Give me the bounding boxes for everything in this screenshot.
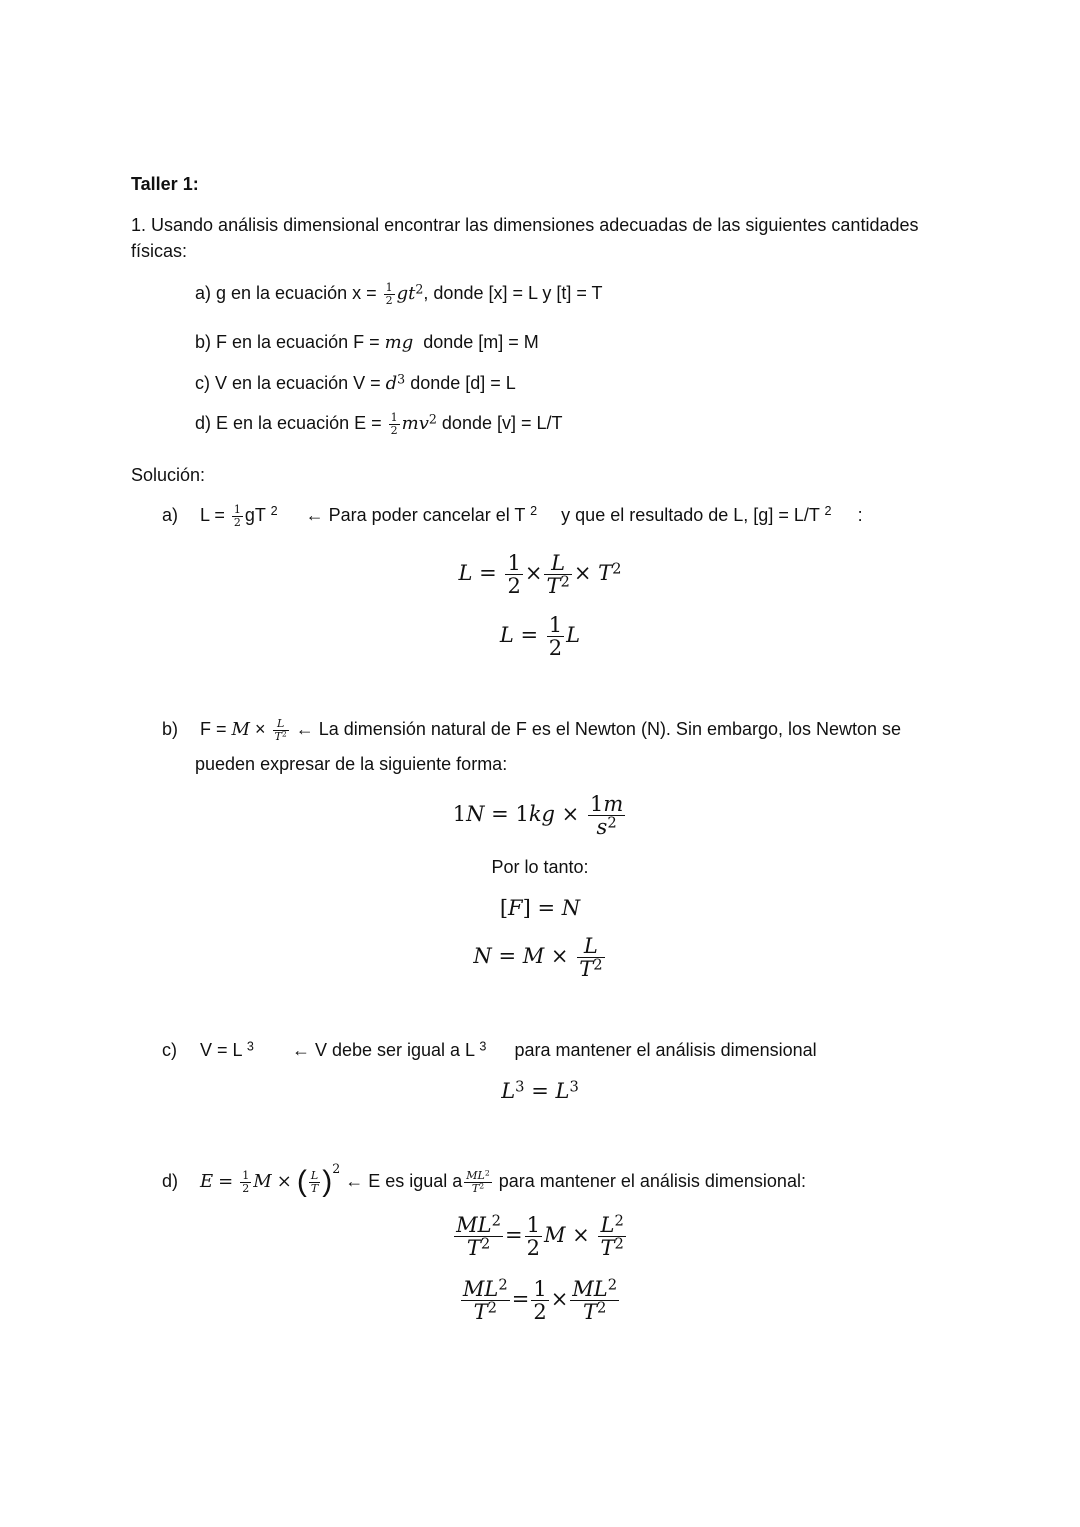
equation-d-1: $\frac{ML^2}{T^2}$ = $\frac{1}{2}$ M × $\frac{L^2}{T^2}$ (456, 1212, 624, 1261)
item-d-fraction: $\frac{1}{2}$ (390, 411, 398, 437)
solution-a-note-exp: 2 (530, 504, 538, 519)
equation-c: $L^3 = L^3$ (501, 1078, 579, 1103)
item-b-text: b) F en la ecuación F = (195, 332, 380, 352)
item-a-text: a) g en la ecuación x = (195, 282, 377, 303)
solution-d-note-post: para mantener el análisis dimensional: (498, 1170, 806, 1191)
equation-b-1: 1N = 1kg × $\frac{1m}{s^2}$ (452, 792, 624, 840)
solution-c-note-exp: 3 (479, 1039, 487, 1054)
equation-b-3: N = M × $\frac{L}{T^2}$ (473, 934, 603, 982)
solution-a-note-mid: y que el resultado de L, [g] = L/T (561, 504, 820, 525)
solution-a (162, 504, 863, 528)
solution-a-note: ← Para poder cancelar el T (305, 504, 526, 525)
solution-c-note: ← V debe ser igual a L (291, 1040, 475, 1060)
equation-a-2: L = $\frac{1}{2}$ L (499, 613, 581, 661)
item-c-text: c) V en la ecuación V = (195, 373, 381, 393)
page-title: Taller 1: (131, 174, 199, 194)
solution-d-half: $\frac{1}{2}$ (242, 1168, 250, 1195)
item-a-given: , donde [x] = L y [t] = T (423, 282, 603, 303)
item-a: a) g en la ecuación x = $\frac{1}{2}$ $gt^2$, donde [x] = L y [t] = T (195, 281, 603, 307)
item-d: d) E en la ecuación E = $\frac{1}{2}$ $mv^2$ donde [v] = L/T (195, 411, 563, 437)
equation-a-1: L = $\frac{1}{2}$ × $\frac{L}{T^2}$ × $T^2$ (458, 551, 622, 599)
solution-d: d) E = $\frac{1}{2}$ M × ( $\frac{L}{T}$ )$^2$ ← E es igual a $\frac{ML^2}{T^2}$ para mantener el análisis dimensional: (162, 1160, 806, 1198)
solution-a-exp: 2 (270, 504, 278, 519)
solution-a-gT: gT (244, 504, 266, 525)
solution-c-expr: V = L (200, 1040, 242, 1060)
solution-b-fraction: $\frac{L}{T^2}$ (274, 717, 287, 743)
solution-c-label: c) (162, 1040, 177, 1060)
solution-b-note-2: pueden expresar de la siguiente forma: (195, 754, 508, 774)
equation-d-2: $\frac{ML^2}{T^2}$ = $\frac{1}{2}$ × $\frac{ML^2}{T^2}$ (462, 1276, 618, 1325)
solution-b-note: ← La dimensión natural de F es el Newton (N). Sin embargo, los Newton se (295, 718, 902, 739)
item-a-fraction: $\frac{1}{2}$ (385, 281, 393, 307)
item-d-given: donde [v] = L/T (441, 412, 563, 433)
solution-c (162, 1040, 817, 1062)
solution-b: b) F = M × $\frac{L}{T^2}$ ← La dimensión natural de F es el Newton (N). Sin embargo, los Newton se (162, 717, 902, 743)
solution-d-ml2: $\frac{ML^2}{T^2}$ (466, 1168, 490, 1195)
item-b-given: donde [m] = M (423, 332, 539, 352)
item-c-given: donde [d] = L (410, 373, 516, 393)
equation-b-2: [F] = N (499, 896, 581, 920)
solution-d-note: ← E es igual a (345, 1170, 463, 1191)
solution-b-expr: F = (200, 718, 227, 739)
solution-c-note-post: para mantener el análisis dimensional (514, 1040, 817, 1060)
por-lo-tanto: Por lo tanto: (491, 857, 589, 877)
solution-a-note-end: : (857, 504, 863, 525)
solution-a-label: a) (162, 504, 179, 525)
solution-a-fraction: $\frac{1}{2}$ (233, 503, 241, 529)
solution-a-expr: L = (200, 504, 225, 525)
solution-a-note-exp2: 2 (824, 504, 832, 519)
solution-d-label: d) (162, 1170, 179, 1191)
item-b: b) F en la ecuación F = mg donde [m] = M (195, 332, 539, 353)
solution-label: Solución: (131, 465, 206, 485)
solution-d-lt: $\frac{L}{T}$ (310, 1168, 319, 1195)
question-line-2: físicas: (131, 241, 188, 261)
question-line-1: 1. Usando análisis dimensional encontrar las dimensiones adecuadas de las siguientes cantidades (131, 215, 919, 235)
solution-b-label: b) (162, 718, 179, 739)
item-c: c) V en la ecuación $V = d^3$ donde [d] = L (195, 371, 516, 394)
solution-c-exp: 3 (246, 1039, 254, 1054)
item-d-text: d) E en la ecuación E = (195, 412, 382, 433)
